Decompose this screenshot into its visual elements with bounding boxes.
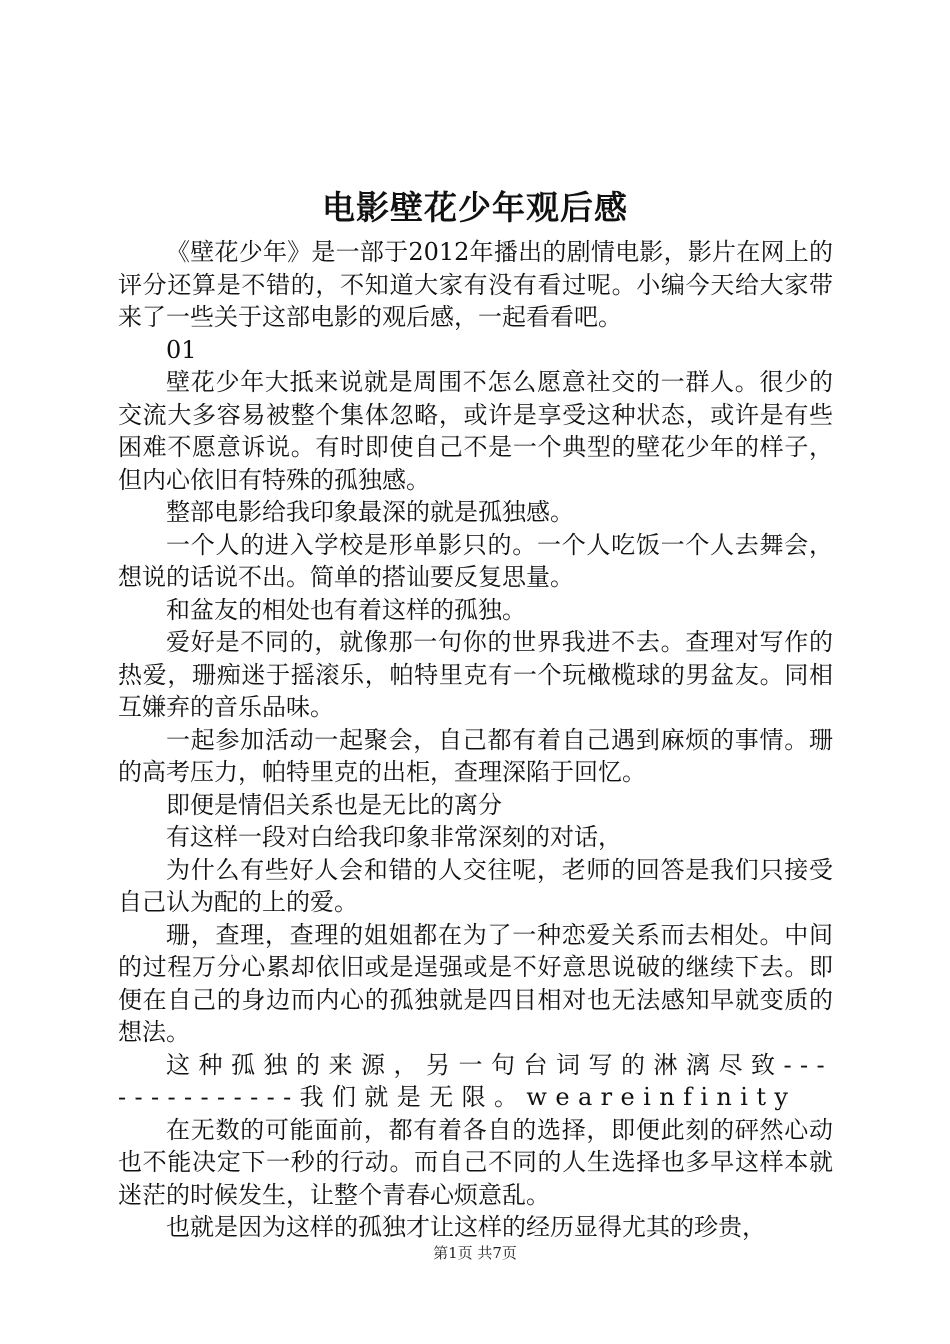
paragraph: 一起参加活动一起聚会，自己都有着自己遇到麻烦的事情。珊的高考压力，帕特里克的出柜，查理深陷于回忆。	[118, 725, 833, 786]
document-body	[118, 236, 833, 1244]
paragraph: 整部电影给我印象最深的就是孤独感。	[166, 498, 574, 526]
paragraph: 珊，查理，查理的姐姐都在为了一种恋爱关系而去相处。中间的过程万分心累却依旧或是逞强或是不好意思说破的继续下去。即便在自己的身边而内心的孤独就是四目相对也无法感知早就变质的想法。	[118, 920, 833, 1046]
paragraph: 即便是情侣关系也是无比的离分	[166, 790, 502, 819]
paragraph: 有这样一段对白给我印象非常深刻的对话，	[166, 823, 622, 851]
paragraph: 一个人的进入学校是形单影只的。一个人吃饭一个人去舞会，想说的话说不出。简单的搭讪要反复思量。	[118, 530, 833, 591]
paragraph: 爱好是不同的，就像那一句你的世界我进不去。查理对写作的热爱，珊痴迷于摇滚乐，帕特里克有一个玩橄榄球的男盆友。同相互嫌弃的音乐品味。	[118, 628, 833, 721]
document-title: 电影壁花少年观后感	[322, 188, 628, 227]
paragraph: 壁花少年大抵来说就是周围不怎么愿意社交的一群人。很少的交流大多容易被整个集体忽略，或许是享受这种状态，或许是有些困难不愿意诉说。有时即使自己不是一个典型的壁花少年的样子，但内心依旧有特殊的孤独感。	[118, 368, 833, 494]
paragraph: 为什么有些好人会和错的人交往呢，老师的回答是我们只接受自己认为配的上的爱。	[118, 855, 833, 916]
paragraph: 在无数的可能面前，都有着各自的选择，即便此刻的砰然心动也不能决定下一秒的行动。而自己不同的人生选择也多早这样本就迷茫的时候发生，让整个青春心烦意乱。	[118, 1115, 833, 1209]
page-footer: 第1页 共7页	[433, 1244, 517, 1262]
paragraph-quote: 这种孤独的来源，另一句台词写的淋漓尽致--------------我们就是无限。weareinfinity	[118, 1050, 833, 1111]
paragraph: 和盆友的相处也有着这样的孤独。	[166, 595, 526, 624]
section-number: 01	[166, 335, 197, 364]
paragraph-intro: 《壁花少年》是一部于2012年播出的剧情电影，影片在网上的评分还算是不错的，不知道大家有没有看过呢。小编今天给大家带来了一些关于这部电影的观后感，一起看看吧。	[118, 238, 833, 331]
paragraph: 也就是因为这样的孤独才让这样的经历显得尤其的珍贵，	[166, 1213, 766, 1241]
